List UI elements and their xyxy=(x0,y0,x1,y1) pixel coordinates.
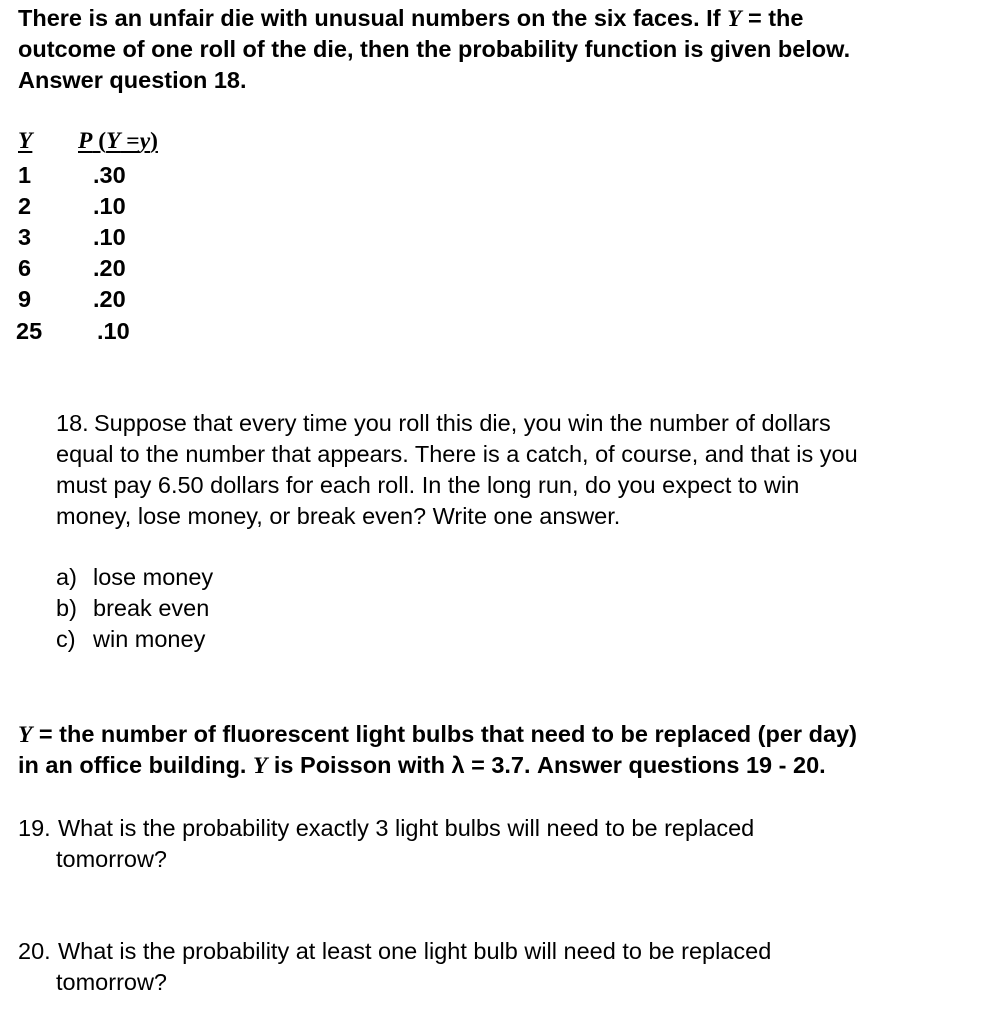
table-cell-y: 25 xyxy=(16,318,43,344)
question-text-line: tomorrow? xyxy=(56,846,168,872)
table-cell-p: .10 xyxy=(97,318,130,344)
question-number: 20. xyxy=(18,938,51,964)
option-letter: c) xyxy=(56,626,76,652)
table-cell-p: .10 xyxy=(93,193,126,219)
table-cell-p: .20 xyxy=(93,286,126,312)
table-cell-y: 9 xyxy=(18,286,32,312)
table-cell-y: 3 xyxy=(18,224,32,250)
poisson-text: is Poisson with λ = 3.7. Answer questions 19 - 20. xyxy=(267,752,826,778)
question-text-line: Suppose that every time you roll this die, you win the number of dollars xyxy=(94,410,831,436)
option-text: win money xyxy=(93,626,206,652)
question-text-line: must pay 6.50 dollars for each roll. In the long run, do you expect to win xyxy=(56,472,800,498)
question-text-line: money, lose money, or break even? Write one answer. xyxy=(56,503,621,529)
table-cell-p: .10 xyxy=(93,224,126,250)
question-text-line: equal to the number that appears. There is a catch, of course, and that is you xyxy=(56,441,858,467)
option-letter: a) xyxy=(56,564,77,590)
intro-text: There is an unfair die with unusual numbers on the six faces. If xyxy=(18,5,728,31)
intro-line-3: Answer question 18. xyxy=(18,67,247,93)
question-text-line: tomorrow? xyxy=(56,969,168,995)
poisson-intro-line-1 xyxy=(18,719,857,751)
variable-y: Y xyxy=(727,6,742,32)
table-cell-p: .30 xyxy=(93,162,126,188)
poisson-text: in an office building. xyxy=(18,752,253,778)
option-text: break even xyxy=(93,595,210,621)
variable-y: Y xyxy=(253,753,268,779)
table-cell-p: .20 xyxy=(93,255,126,281)
column-header-probability: P (Y =y) xyxy=(78,128,158,154)
option-text: lose money xyxy=(93,564,214,590)
option-letter: b) xyxy=(56,595,77,621)
table-cell-y: 2 xyxy=(18,193,32,219)
table-cell-y: 1 xyxy=(18,162,32,188)
question-text-line: What is the probability at least one light bulb will need to be replaced xyxy=(58,938,772,964)
poisson-text: = the number of fluorescent light bulbs that need to be replaced (per day) xyxy=(32,721,857,747)
question-number: 19. xyxy=(18,815,51,841)
table-cell-y: 6 xyxy=(18,255,32,281)
variable-y: Y xyxy=(18,722,33,748)
intro-text: = the xyxy=(741,5,804,31)
column-header-y: Y xyxy=(18,128,33,154)
question-number: 18. xyxy=(56,410,89,436)
poisson-intro-line-2 xyxy=(18,750,826,782)
intro-line-1 xyxy=(18,3,803,35)
question-text-line: What is the probability exactly 3 light bulbs will need to be replaced xyxy=(58,815,755,841)
intro-line-2: outcome of one roll of the die, then the probability function is given below. xyxy=(18,36,851,62)
